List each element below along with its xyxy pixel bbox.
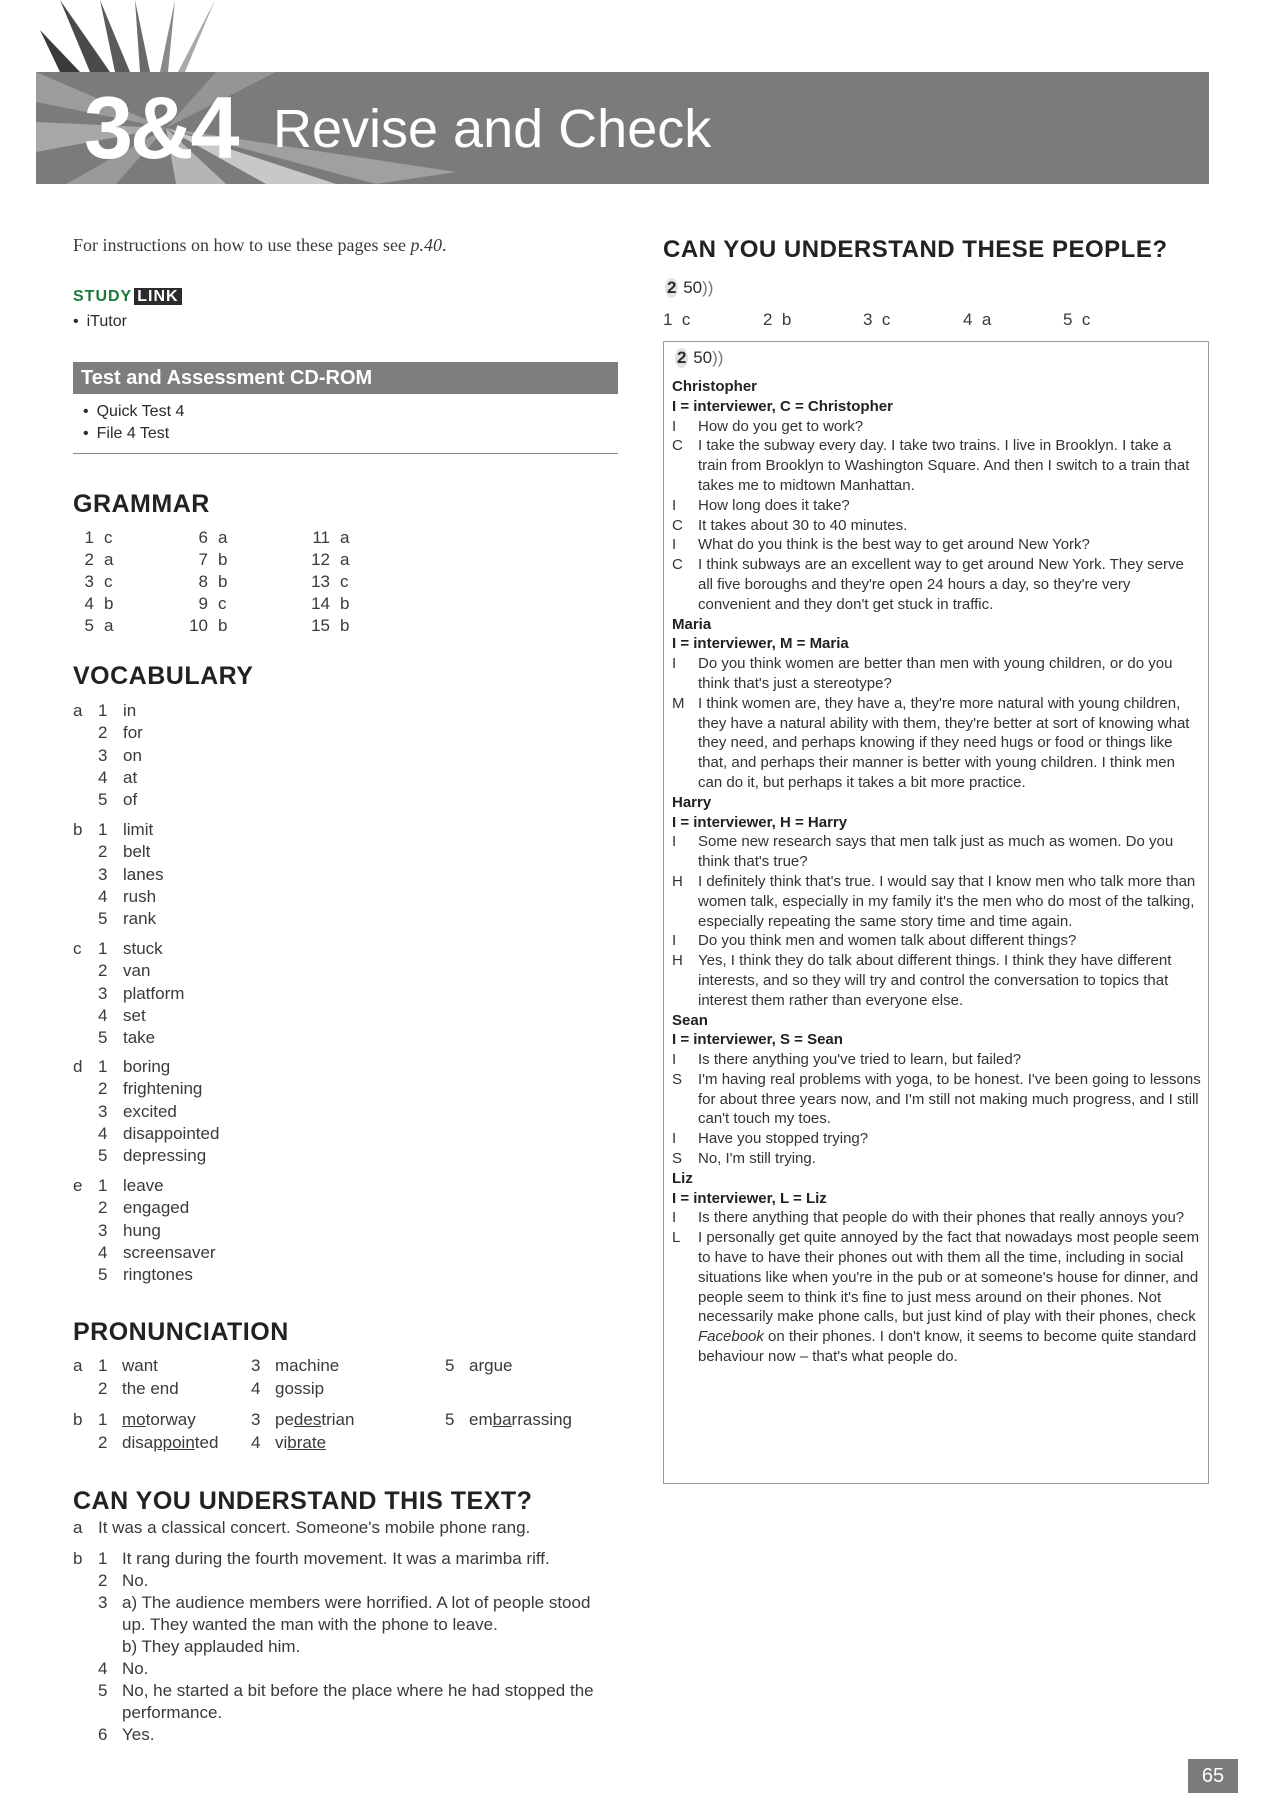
speaker-tag: H xyxy=(672,872,683,890)
vocab-group-c: c 1 stuck 2 van 3 platform 4 set 5 take xyxy=(73,939,185,1048)
speaker-key: I = interviewer, S = Sean xyxy=(672,1031,843,1049)
script-line xyxy=(672,951,1202,1010)
script-line xyxy=(672,931,1202,951)
speaker-tag: I xyxy=(672,1209,677,1227)
cd-rom-list xyxy=(83,401,184,445)
speaker-key: I = interviewer, H = Harry xyxy=(672,813,848,831)
answer-row: 12 a xyxy=(311,550,350,569)
vocab-group-b: b 1 limit 2 belt 3 lanes 4 rush 5 rank xyxy=(73,820,164,929)
script-text: Do you think women are better than men with young children, or do you think that's just a stereotype? xyxy=(698,655,1173,692)
script-line xyxy=(672,516,1202,536)
speaker-tag: I xyxy=(672,417,677,435)
answer-row: 5 a xyxy=(84,616,114,635)
answer-row: 2 a xyxy=(84,550,114,569)
script-text: I definitely think that's true. I would say that I know men who talk more than women talk, especially in my family it's the men who do most of the talking, especially repeating the same story time and time again. xyxy=(698,872,1196,930)
script-line xyxy=(672,1228,1202,1367)
answer-row: 1 c xyxy=(84,528,113,547)
script-text: I personally get quite annoyed by the fact that nowadays most people seem to have to have their phones out with them all the time, including in social situations like when you're in the pub or at someone's house for dinner, and people seem to think it's fine to just mess around on their phones. Not necessarily make phone calls, but just kind of play with their phones, check Facebook on their phones. I don't know, it seems to become quite standard behaviour now – that's what people do. xyxy=(698,1229,1200,1366)
vocab-group-e: e 1 leave 2 engaged 3 hung 4 screensaver 5 ringtones xyxy=(73,1176,216,1285)
chapter-banner xyxy=(36,72,1209,184)
script-text: Do you think men and women talk about different things? xyxy=(698,932,1077,950)
answer-row: 4 b xyxy=(84,594,114,613)
cyut-answers: a It was a classical concert. Someone's mobile phone rang. b 1 It rang during the fourth movement. It was a marimba riff. 2 No. 3 a) The audience members were horrified. A lot of people stood up. They wanted the man with the phone to leave. b) They applauded him. 4 No. 5 No, he started a bit before the place where he had stopped the performance. 6 Yes. xyxy=(73,1518,594,1744)
cyup-heading: CAN YOU UNDERSTAND THESE PEOPLE? xyxy=(663,236,1168,263)
intro-text: For instructions on how to use these pages see p.40. xyxy=(73,235,447,255)
answer-row: 8 b xyxy=(198,572,228,591)
cd-rom-item[interactable]: • File 4 Test xyxy=(83,423,184,445)
speaker-tag: C xyxy=(672,556,683,574)
script-line xyxy=(672,535,1202,555)
script-line xyxy=(672,436,1202,495)
answer-row: 6 a xyxy=(198,528,228,547)
speaker-tag: M xyxy=(672,694,685,712)
script-text: I take the subway every day. I take two trains. I live in Brooklyn. I take a train from Brooklyn to Washington Square. And then I switch to a train that takes me to midtown Manhattan. xyxy=(698,437,1190,494)
script-line xyxy=(672,654,1202,694)
header-rays-decoration xyxy=(0,0,260,80)
answer-row: 9 c xyxy=(198,594,227,613)
answer-row: 14 b xyxy=(311,594,350,613)
grammar-col-3 xyxy=(306,527,364,637)
speaker-name: Liz xyxy=(672,1169,693,1187)
audio-waves-icon: )) xyxy=(712,348,724,367)
script-text: Have you stopped trying? xyxy=(698,1130,869,1148)
script-text: I think women are, they have a, they're more natural with young children, they have a natural ability with them, they're better at sort of knowing what they need, and perhaps knowing if they need hugs or food or things like that, and perhaps their manner is better with young children. I think men can do it, but perhaps it takes a bit more practice. xyxy=(698,694,1190,791)
speaker-tag: C xyxy=(672,516,683,534)
audioscript xyxy=(672,377,1202,1367)
divider xyxy=(73,453,618,454)
script-line xyxy=(672,872,1202,931)
script-text: How long does it take? xyxy=(698,496,850,514)
speaker-tag: C xyxy=(672,437,683,455)
vocab-group-a: a 1 in 2 for 3 on 4 at 5 of xyxy=(73,701,143,810)
audio-waves-icon: )) xyxy=(702,278,714,297)
script-text: What do you think is the best way to get around New York? xyxy=(698,536,1090,554)
speaker-tag: I xyxy=(672,1130,677,1148)
page-number: 65 xyxy=(1188,1759,1238,1793)
script-line xyxy=(672,694,1202,793)
grammar-col-2 xyxy=(184,527,242,637)
speaker-tag: S xyxy=(672,1150,683,1168)
speaker-tag: I xyxy=(672,1051,677,1069)
speaker-key: I = interviewer, L = Liz xyxy=(672,1189,827,1207)
script-line xyxy=(672,1070,1202,1129)
script-text: I'm having real problems with yoga, to be honest. I've been going to lessons for about three years now, and I'm still not making much progress, and I still can't touch my toes. xyxy=(698,1070,1201,1128)
script-line xyxy=(672,1149,1202,1169)
script-text: Some new research says that men talk just as much as women. Do you think that's true? xyxy=(698,833,1174,871)
cyup-answers: 1 c 2 b 3 c 4 a 5 c xyxy=(663,310,1091,329)
audio-track-badge[interactable]: 2 50)) xyxy=(667,278,714,297)
script-text: Is there anything that people do with their phones that really annoys you? xyxy=(698,1209,1185,1227)
script-text: No, I'm still trying. xyxy=(698,1150,816,1168)
speaker-tag: L xyxy=(672,1229,681,1247)
cd-rom-item[interactable]: • Quick Test 4 xyxy=(83,401,184,423)
script-line xyxy=(672,1129,1202,1149)
script-text: Is there anything you've tried to learn, but failed? xyxy=(698,1051,1022,1069)
answer-row: 3 c xyxy=(84,572,113,591)
script-line xyxy=(672,555,1202,614)
script-audio-badge[interactable]: 2 50)) xyxy=(677,348,724,367)
speaker-tag: H xyxy=(672,952,683,970)
script-text: I think subways are an excellent way to get around New York. They serve all five boroughs and they're open 24 hours a day, so they're very convenient and they don't get stuck in traffic. xyxy=(698,556,1184,613)
script-text: It takes about 30 to 40 minutes. xyxy=(698,516,908,534)
cd-rom-title: Test and Assessment CD-ROM xyxy=(73,362,618,394)
answer-row: 11 a xyxy=(312,528,350,547)
script-text: Yes, I think they do talk about different things. I think they have different interests, and so they will try and control the conversation to topics that interest them rather than everyone else. xyxy=(698,952,1172,1009)
speaker-tag: I xyxy=(672,536,677,554)
study-link-label: STUDY LINK xyxy=(73,288,182,306)
speaker-name: Maria xyxy=(672,615,712,633)
speaker-tag: I xyxy=(672,655,677,673)
pronunciation-heading: PRONUNCIATION xyxy=(73,1318,289,1346)
script-line xyxy=(672,1050,1202,1070)
grammar-heading: GRAMMAR xyxy=(73,490,210,518)
vocabulary-heading: VOCABULARY xyxy=(73,662,254,690)
script-line xyxy=(672,496,1202,516)
script-line xyxy=(672,832,1202,872)
speaker-name: Harry xyxy=(672,793,712,811)
speaker-name: Christopher xyxy=(672,378,758,395)
study-link-list xyxy=(73,311,127,333)
speaker-name: Sean xyxy=(672,1011,708,1029)
answer-row: 15 b xyxy=(311,616,350,635)
speaker-tag: I xyxy=(672,496,677,514)
page-title: Revise and Check xyxy=(273,99,712,159)
study-link-item[interactable]: • iTutor xyxy=(73,311,127,333)
speaker-key: I = interviewer, M = Maria xyxy=(672,635,849,653)
grammar-col-1 xyxy=(70,527,128,637)
speaker-tag: I xyxy=(672,932,677,950)
script-line xyxy=(672,1208,1202,1228)
answer-row: 10 b xyxy=(189,616,228,635)
speaker-key: I = interviewer, C = Christopher xyxy=(672,397,893,415)
speaker-tag: I xyxy=(672,833,677,851)
script-text: How do you get to work? xyxy=(698,417,864,435)
vocab-group-d: d 1 boring 2 frightening 3 excited 4 disappointed 5 depressing xyxy=(73,1057,220,1166)
script-line xyxy=(672,417,1202,437)
answer-row: 7 b xyxy=(198,550,228,569)
answer-row: 13 c xyxy=(311,572,349,591)
cyut-heading: CAN YOU UNDERSTAND THIS TEXT? xyxy=(73,1487,533,1515)
chapter-number: 3&4 xyxy=(84,78,237,177)
speaker-tag: S xyxy=(672,1070,683,1088)
